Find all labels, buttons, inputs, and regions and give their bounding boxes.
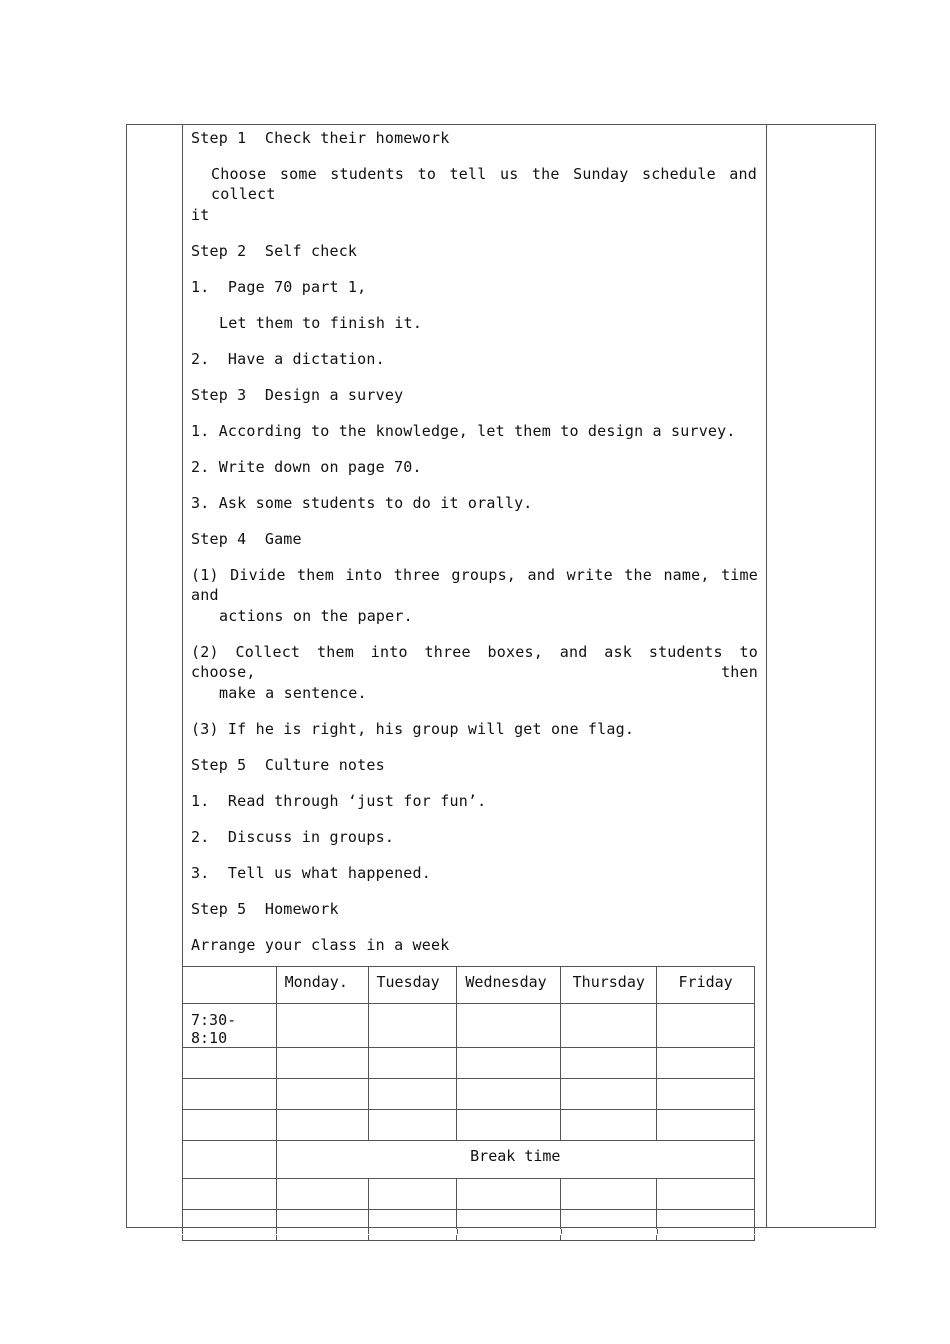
step4-title: Step 4 Game bbox=[191, 530, 302, 548]
table-edge bbox=[657, 1229, 658, 1234]
step3-item-1: 1. According to the knowledge, let them to design a survey. bbox=[191, 422, 736, 440]
table-row bbox=[183, 1179, 755, 1210]
table-edge bbox=[182, 1229, 183, 1234]
homework-title: Step 5 Homework bbox=[191, 900, 339, 918]
day-header: Monday. bbox=[276, 967, 368, 1004]
step5-item-1: 1. Read through ‘just for fun’. bbox=[191, 792, 487, 810]
table-edge bbox=[276, 1229, 277, 1234]
step3-title: Step 3 Design a survey bbox=[191, 386, 404, 404]
table-row bbox=[183, 1079, 755, 1110]
table-row bbox=[183, 1004, 755, 1048]
homework-text: Arrange your class in a week bbox=[191, 936, 450, 954]
day-header: Thursday bbox=[561, 967, 657, 1004]
step1-text: Choose some students to tell us the Sunday schedule and collect bbox=[211, 165, 757, 203]
step3-item-2: 2. Write down on page 70. bbox=[191, 458, 422, 476]
schedule-header-row bbox=[183, 967, 755, 1004]
step4-item-2-continued: make a sentence. bbox=[219, 684, 367, 702]
step4-item-3: (3) If he is right, his group will get one flag. bbox=[191, 720, 635, 738]
table-edge bbox=[368, 1229, 369, 1234]
table-edge bbox=[457, 1229, 458, 1234]
day-header: Friday bbox=[657, 967, 755, 1004]
table-edge bbox=[561, 1229, 562, 1234]
day-header: Wednesday bbox=[457, 967, 561, 1004]
weekly-schedule-table bbox=[182, 966, 755, 1241]
table-row bbox=[183, 1048, 755, 1079]
step2-item-1: 1. Page 70 part 1, bbox=[191, 278, 367, 296]
step5-item-2: 2. Discuss in groups. bbox=[191, 828, 395, 846]
step1-text-continued: it bbox=[191, 206, 210, 224]
break-time-cell: Break time bbox=[276, 1141, 754, 1179]
step2-item-1-sub: Let them to finish it. bbox=[219, 314, 423, 332]
step5-item-3: 3. Tell us what happened. bbox=[191, 864, 431, 882]
schedule-corner-cell bbox=[183, 967, 277, 1004]
page-break-mask bbox=[182, 1229, 755, 1235]
step1-title: Step 1 Check their homework bbox=[191, 129, 450, 147]
table-column-divider bbox=[766, 125, 767, 1227]
break-row bbox=[183, 1141, 755, 1179]
table-row bbox=[183, 1110, 755, 1141]
day-header: Tuesday bbox=[368, 967, 457, 1004]
step3-item-3: 3. Ask some students to do it orally. bbox=[191, 494, 533, 512]
step4-item-1: (1) Divide them into three groups, and write the name, time and bbox=[191, 566, 758, 604]
step2-item-2: 2. Have a dictation. bbox=[191, 350, 385, 368]
step2-title: Step 2 Self check bbox=[191, 242, 358, 260]
time-cell: 7:30-8:10 bbox=[183, 1004, 277, 1048]
step4-item-2: (2) Collect them into three boxes, and ask students to choose, then bbox=[191, 643, 758, 681]
step5-title: Step 5 Culture notes bbox=[191, 756, 385, 774]
step4-item-1-continued: actions on the paper. bbox=[219, 607, 413, 625]
table-edge bbox=[754, 1229, 755, 1234]
table-row bbox=[183, 1210, 755, 1241]
